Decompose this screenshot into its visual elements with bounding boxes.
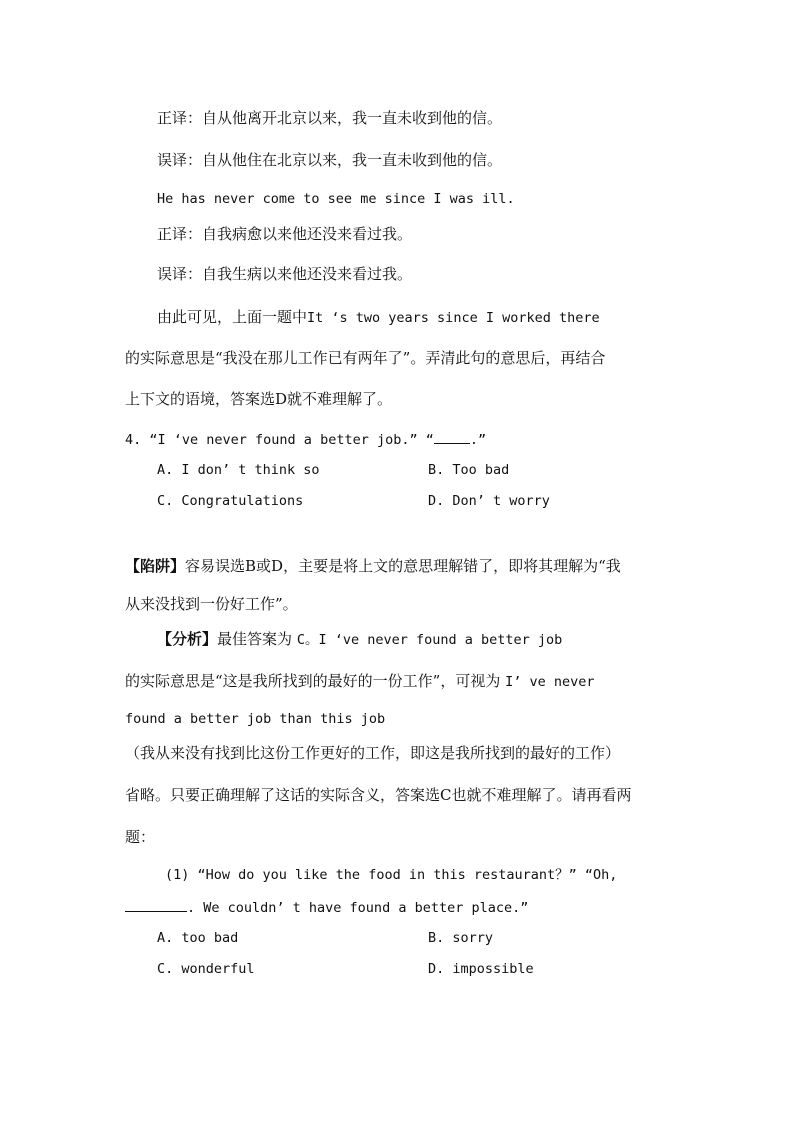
answer-blank	[125, 897, 187, 912]
analysis-text-cn: 最佳答案为	[217, 630, 293, 648]
wrong-translation-2: 误译：自我生病以来他还没来看过我。	[157, 265, 413, 283]
question-4-stem	[125, 429, 486, 450]
example-sentence-2: He has never come to see me since I was ill.	[157, 191, 515, 207]
analysis-line-2-en: I’ ve never	[505, 674, 595, 690]
analysis-text-en: C。I ‘ve never found a better job	[296, 632, 563, 648]
analysis-line-2-cn: 的实际意思是“这是我所找到的最好的一份工作”，可视为	[125, 672, 501, 690]
trap-line-1	[125, 556, 621, 576]
analysis-line-1	[157, 629, 562, 650]
question-1-option-b: B. sorry	[428, 930, 494, 946]
trap-label: 【陷阱】	[125, 557, 186, 575]
conclusion-text-en: It ‘s two years since I worked there	[307, 310, 600, 326]
question-1-stem: (1) “How do you like the food in this restaurant？” “Oh,	[165, 867, 618, 883]
conclusion-line-1	[157, 307, 600, 328]
analysis-label: 【分析】	[157, 630, 218, 648]
conclusion-text-cn: 由此可见，上面一题中	[157, 308, 308, 326]
analysis-line-3: found a better job than this job	[125, 711, 386, 727]
wrong-translation-1: 误译：自从他住在北京以来，我一直未收到他的信。	[157, 151, 503, 169]
conclusion-line-3: 上下文的语境，答案选D就不难理解了。	[125, 390, 393, 408]
question-4-option-b: B. Too bad	[428, 462, 510, 478]
trap-line-2: 从来没找到一份好工作”。	[125, 595, 298, 613]
question-1-stem-line-2	[125, 897, 528, 918]
trap-text: 容易误选B或D，主要是将上文的意思理解错了，即将其理解为“我	[185, 557, 621, 575]
question-4-option-c: C. Congratulations	[157, 493, 304, 509]
question-4-stem-end: .”	[469, 432, 487, 448]
question-4-option-d: D. Don’ t worry	[428, 493, 550, 509]
question-1-option-c: C. wonderful	[157, 961, 255, 977]
question-4-option-a: A. I don’ t think so	[157, 462, 320, 478]
correct-translation-2: 正译：自我病愈以来他还没来看过我。	[157, 225, 413, 243]
analysis-line-2	[125, 671, 595, 692]
conclusion-line-2: 的实际意思是“我没在那儿工作已有两年了”。弄清此句的意思后，再结合	[125, 349, 606, 367]
question-4-stem-text: 4. “I ‘ve never found a better job.” “	[125, 432, 434, 448]
answer-blank	[434, 429, 470, 444]
analysis-line-4: （我从来没有找到比这份工作更好的工作，即这是我所找到的最好的工作）	[125, 744, 621, 762]
question-1-stem-end: . We couldn’ t have found a better place.”	[187, 900, 529, 916]
analysis-line-6: 题：	[125, 828, 156, 846]
correct-translation-1: 正译：自从他离开北京以来，我一直未收到他的信。	[157, 109, 503, 127]
question-1-option-a: A. too bad	[157, 930, 239, 946]
question-1-option-d: D. impossible	[428, 961, 534, 977]
analysis-line-5: 省略。只要正确理解了这话的实际含义，答案选C也就不难理解了。请再看两	[125, 786, 632, 804]
